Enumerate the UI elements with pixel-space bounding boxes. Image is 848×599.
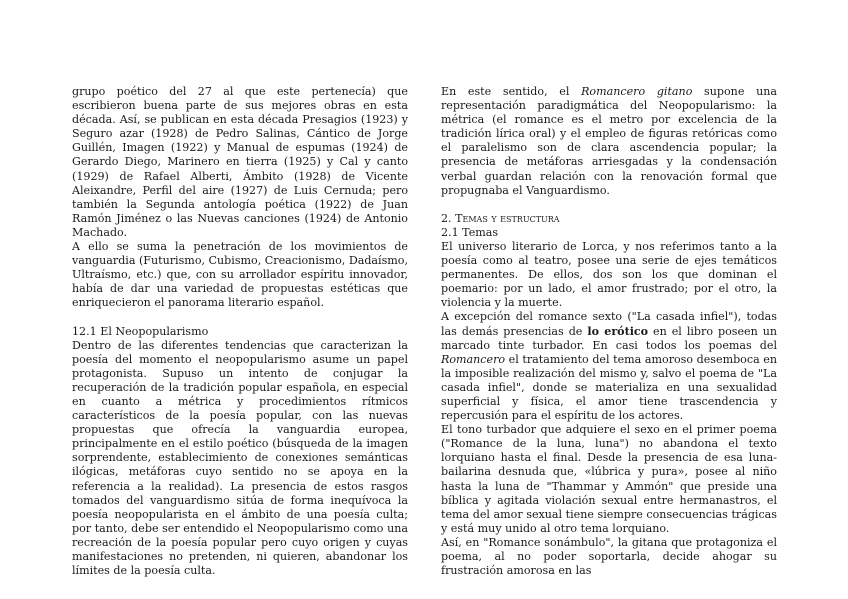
book-title: Romancero gitano — [581, 85, 693, 98]
paragraph-sonambulo: Así, en "Romance sonámbulo", la gitana que protagoniza el poema, al no poder soportarla, decide ahogar su frustración amorosa en las — [441, 535, 777, 578]
text-run: supone una representación paradigmática del Neopopularismo: la métrica (el romance es el metro por excelencia de la tradición lírica oral) y el empleo de figuras retóricas como el paralelismo son de clara ascendencia popular; la presencia de metáforas arriesgadas y la condensación verbal guardan relación con la renovación formal que propugnaba el Vanguardismo. — [441, 85, 777, 197]
paragraph-generation-27: grupo poético del 27 al que este pertenecía) que escribieron buena parte de sus mejores obras en esta década. Así, se publican en esta década Presagios (1923) y Seguro azar (1928) de Pedro Salinas, Cántico de Jorge Guillén, Imagen (1922) y Manual de espumas (1924) de Gerardo Diego, Marinero en tierra (1925) y Cal y canto (1929) de Rafael Alberti, Ámbito (1928) de Vicente Aleixandre, Perfil del aire (1927) de Luis Cernuda; pero también la Segunda antología poética (1922) de Juan Ramón Jiménez o las Nuevas canciones (1924) de Antonio Machado. — [72, 85, 408, 239]
section-title: Temas y estructura — [455, 211, 560, 225]
left-column — [72, 85, 408, 578]
text-run: A excepción del romance sexto ("La casada infiel"), todas las demás presencias de — [441, 310, 777, 338]
right-column — [441, 85, 777, 578]
paragraph-themes: El universo literario de Lorca, y nos referimos tanto a la poesía como al teatro, posee una serie de ejes temáticos permanentes. De ellos, dos son los que dominan el poemario: por un lado, el amor frustrado; por el otro, la violencia y la muerte. — [441, 239, 777, 310]
paragraph-neopopularismo: Dentro de las diferentes tendencias que caracterizan la poesía del momento el neopopularismo asume un papel protagonista. Supuso un intento de conjugar la recuperación de la tradición popular española, en especial en cuanto a métrica y procedimientos rítmicos característicos de la poesía popular, con las nuevas propuestas que ofrecía la vanguardia europea, principalmente en el estilo poético (búsqueda de la imagen sorprendente, establecimiento de conexiones semánticas ilógicas, metáforas cuyo sentido no se apoya en la referencia a la realidad). La presencia de estos rasgos tomados del vanguardismo sitúa de forma inequívoca la poesía neopopularista en el ámbito de una poesía culta; por tanto, debe ser entendido el Neopopularismo como una recreación de la poesía popular pero cuyo origen y cuyas manifestaciones no pretenden, ni quieren, abandonar los límites de la poesía culta. — [72, 338, 408, 578]
text-run: el tratamiento del tema amoroso desemboca en la imposible realización del mismo y, salvo el poema de "La casada infiel", donde se materializa en una sexualidad superficial y física, el amor tiene trascendencia y repercusión para el espíritu de los actores. — [441, 352, 777, 423]
paragraph-vanguard: A ello se suma la penetración de los movimientos de vanguardia (Futurismo, Cubismo, Creacionismo, Dadaísmo, Ultraísmo, etc.) que, con su arrollador espíritu innovador, había de dar una variedad de propuestas estéticas que enriquecieron el panorama literario español. — [72, 240, 409, 310]
bold-term: lo erótico — [587, 324, 649, 338]
paragraph-romancero-paradigm — [441, 85, 777, 198]
paragraph-tone: El tono turbador que adquiere el sexo en el primer poema ("Romance de la luna, luna") no abandona el texto lorquiano hasta el final. Desde la presencia de esa luna-bailarina desnuda que, «lúbrica y pura», posee al niño hasta la luna de "Thammar y Ammón" que preside una bíblica y agitada violación sexual entre hermanastros, el tema del amor sexual tiene siempre consecuencias trágicas y está muy unido al otro tema lorquiano. — [441, 423, 777, 535]
section-number: 2. — [441, 211, 456, 225]
text-run: en el libro poseen un marcado tinte turbador. En casi todos los poemas del — [441, 324, 777, 352]
paragraph-erotic — [441, 310, 777, 423]
text-run: En este sentido, el — [441, 85, 582, 98]
subsection-heading-temas: 2.1 Temas — [441, 225, 499, 239]
section-heading-neopopularismo: 12.1 El Neopopularismo — [72, 324, 209, 338]
book-title: Romancero — [441, 352, 506, 366]
section-heading-temas-estructura — [441, 212, 777, 226]
